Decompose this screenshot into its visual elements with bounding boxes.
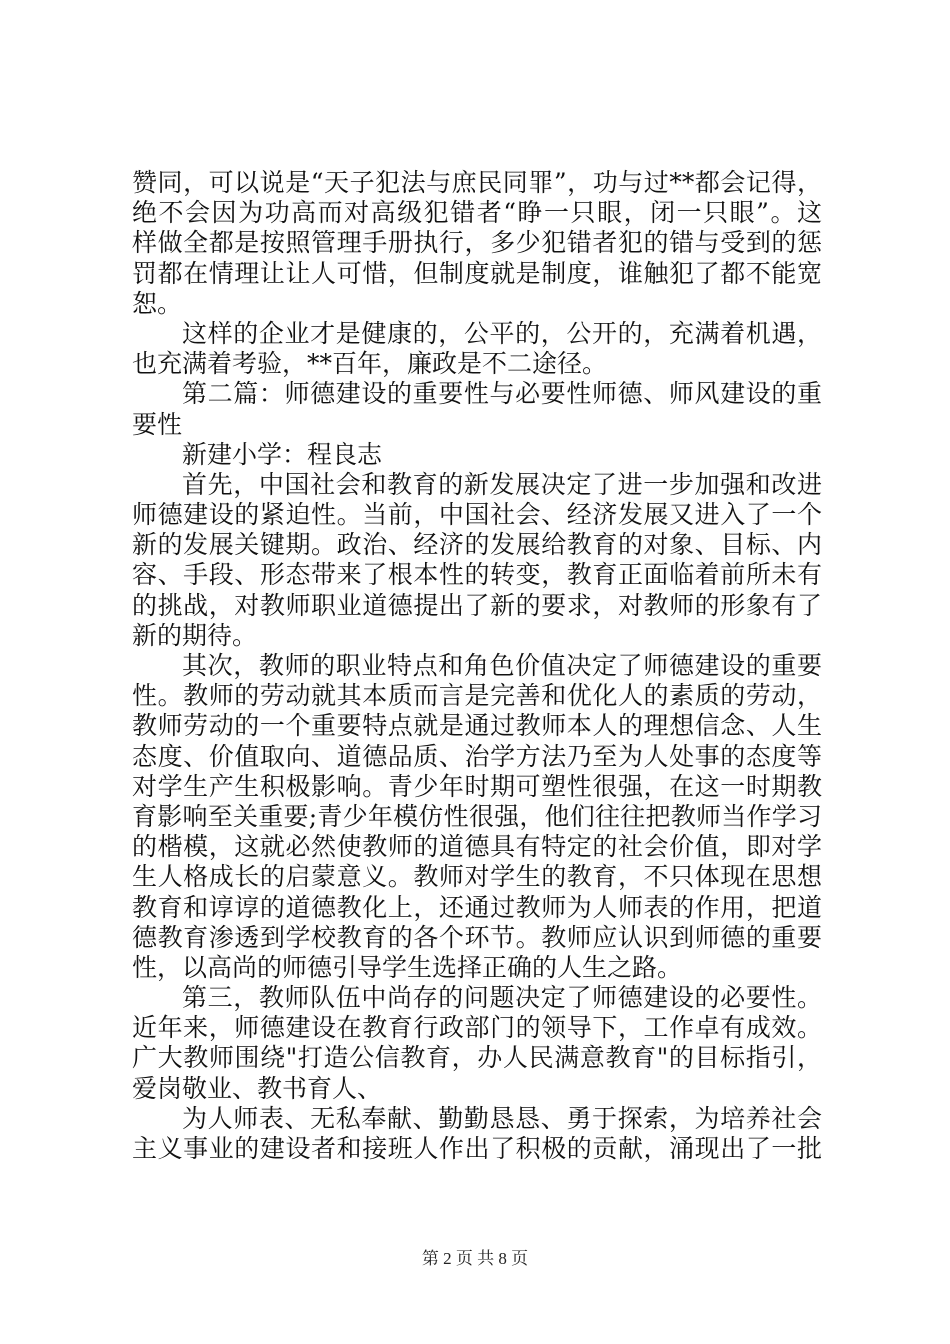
text-line: 对学生产生积极影响。青少年时期可塑性很强，在这一时期教 xyxy=(132,771,822,801)
text-line: 容、手段、形态带来了根本性的转变，教育正面临着前所未有 xyxy=(132,560,822,590)
text-line: 恕。 xyxy=(132,288,183,318)
text-line: 近年来，师德建设在教育行政部门的领导下，工作卓有成效。 xyxy=(132,1013,822,1043)
text-line: 教师劳动的一个重要特点就是通过教师本人的理想信念、人生 xyxy=(132,711,822,741)
text-line: 样做全都是按照管理手册执行，多少犯错者犯的错与受到的惩 xyxy=(132,228,822,258)
text-line: 的楷模，这就必然使教师的道德具有特定的社会价值，即对学 xyxy=(132,832,822,862)
text-line: 新建小学：程良志 xyxy=(182,439,383,469)
text-line: 性，以高尚的师德引导学生选择正确的人生之路。 xyxy=(132,952,683,982)
text-line: 其次，教师的职业特点和角色价值决定了师德建设的重要 xyxy=(182,651,822,680)
text-line: 性。教师的劳动就其本质而言是完善和优化人的素质的劳动， xyxy=(132,681,822,711)
text-line: 也充满着考验，**百年，廉政是不二途径。 xyxy=(132,349,608,379)
page-footer: 第 2 页 共 8 页 xyxy=(421,1249,529,1268)
text-line: 新的发展关键期。政治、经济的发展给教育的对象、目标、内 xyxy=(132,530,822,560)
text-line: 生人格成长的启蒙意义。教师对学生的教育，不只体现在思想 xyxy=(132,862,822,892)
text-line: 赞同，可以说是“天子犯法与庶民同罪”，功与过**都会记得， xyxy=(132,168,822,197)
text-line: 广大教师围绕"打造公信教育，办人民满意教育"的目标指引， xyxy=(132,1043,822,1073)
text-line: 第三，教师队伍中尚存的问题决定了师德建设的必要性。 xyxy=(182,983,822,1013)
text-line: 为人师表、无私奉献、勤勤恳恳、勇于探索，为培养社会 xyxy=(182,1103,822,1133)
text-line: 这样的企业才是健康的，公平的，公开的，充满着机遇， xyxy=(182,318,822,348)
text-line: 态度、价值取向、道德品质、治学方法乃至为人处事的态度等 xyxy=(132,741,822,771)
text-line: 要性 xyxy=(132,409,183,439)
document-body xyxy=(132,168,822,1164)
text-line: 新的期待。 xyxy=(132,620,258,650)
text-line: 德教育渗透到学校教育的各个环节。教师应认识到师德的重要 xyxy=(132,922,822,952)
text-line: 爱岗敬业、教书育人、 xyxy=(132,1073,383,1103)
text-line: 罚都在情理让让人可惜，但制度就是制度，谁触犯了都不能宽 xyxy=(132,258,822,288)
text-line: 的挑战，对教师职业道德提出了新的要求，对教师的形象有了 xyxy=(132,590,822,620)
text-line: 育影响至关重要;青少年模仿性很强，他们往往把教师当作学习 xyxy=(132,801,822,831)
text-line: 教育和谆谆的道德教化上，还通过教师为人师表的作用，把道 xyxy=(132,892,822,922)
text-line: 师德建设的紧迫性。当前，中国社会、经济发展又进入了一个 xyxy=(132,500,822,530)
text-line: 主义事业的建设者和接班人作出了积极的贡献，涌现出了一批 xyxy=(132,1134,822,1163)
text-line: 绝不会因为功高而对高级犯错者“睁一只眼，闭一只眼”。这 xyxy=(132,198,822,228)
text-line: 首先，中国社会和教育的新发展决定了进一步加强和改进 xyxy=(182,469,822,499)
text-line: 第二篇：师德建设的重要性与必要性师德、师风建设的重 xyxy=(182,379,822,409)
